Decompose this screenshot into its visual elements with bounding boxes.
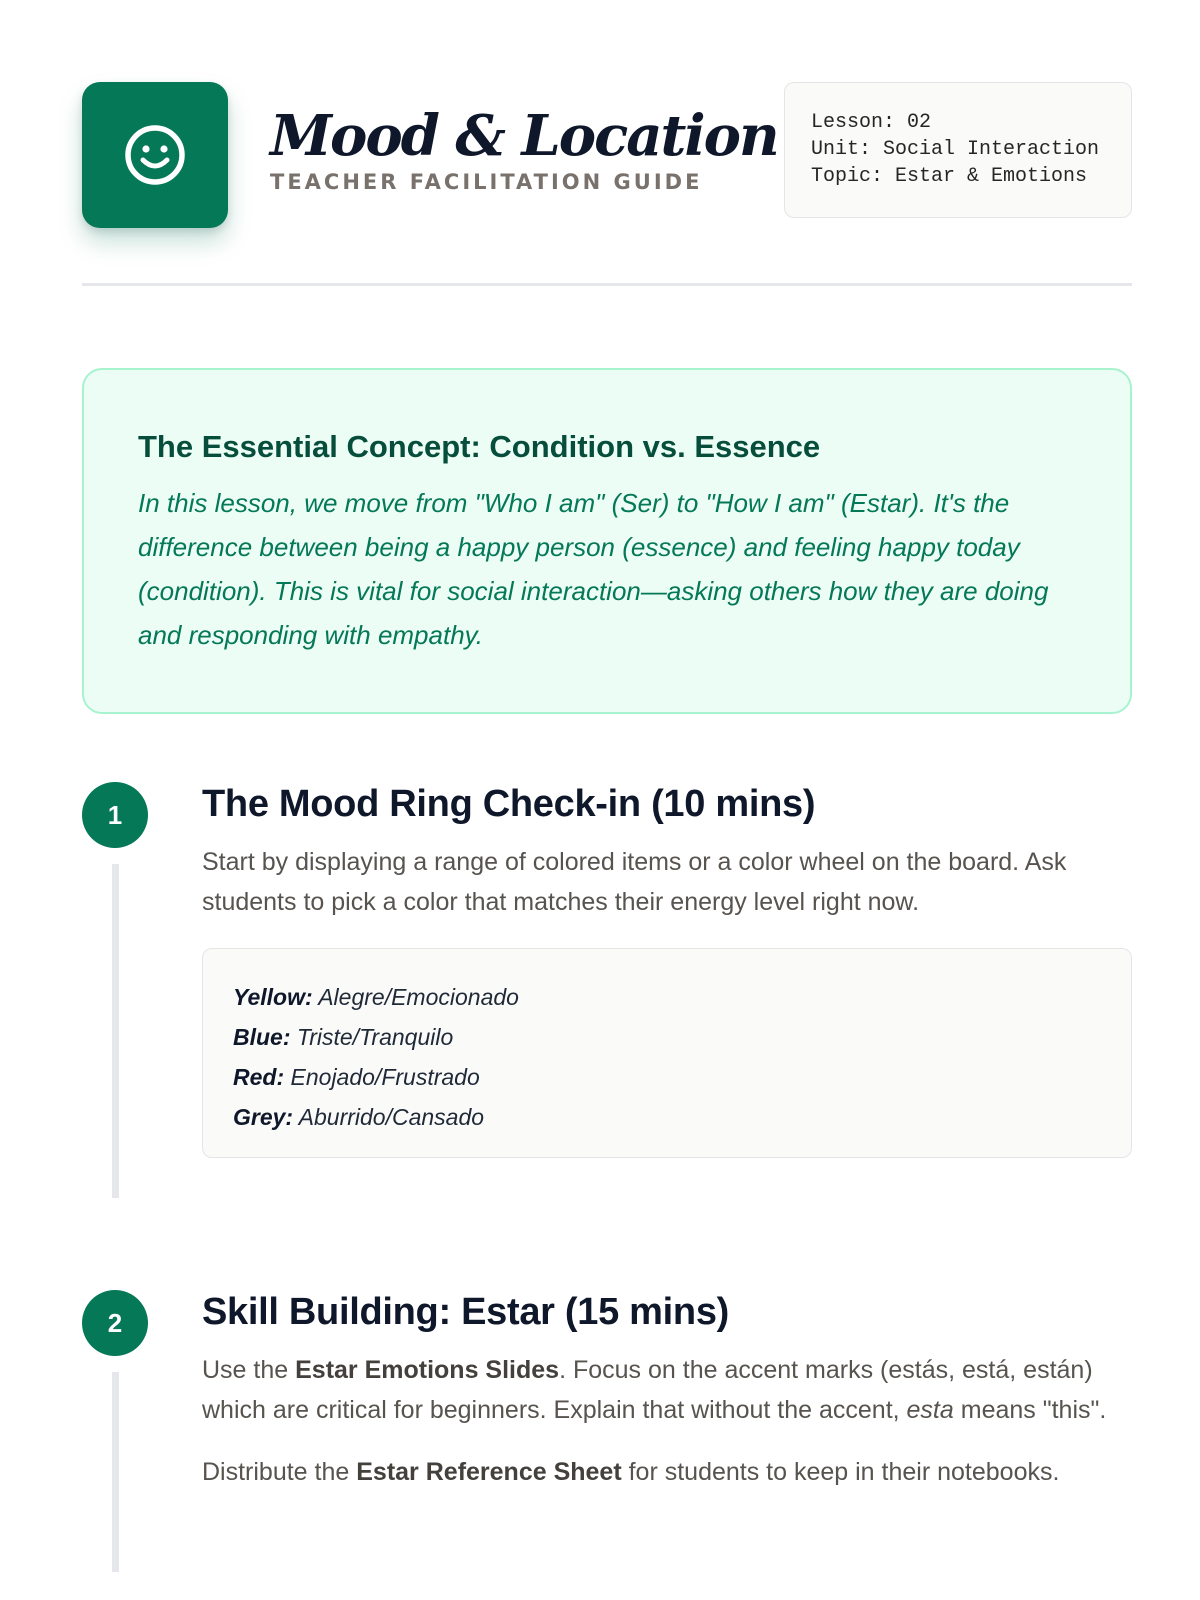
text-segment: Use the xyxy=(202,1355,296,1384)
lesson-logo xyxy=(82,82,228,228)
step-title: The Mood Ring Check-in (10 mins) xyxy=(202,783,816,825)
resource-name: Estar Reference Sheet xyxy=(356,1457,622,1486)
step-content xyxy=(202,1290,1132,1492)
list-item xyxy=(233,1057,1101,1097)
essential-concept-box xyxy=(82,368,1132,714)
smiley-face-icon xyxy=(122,122,188,188)
step-title: Skill Building: Estar (15 mins) xyxy=(202,1291,730,1333)
step-paragraph xyxy=(202,1350,1132,1430)
color-label: Blue: xyxy=(233,1023,291,1050)
list-item xyxy=(233,1017,1101,1057)
resource-name: Estar Emotions Slides xyxy=(295,1355,560,1384)
list-item xyxy=(233,977,1101,1017)
color-value: Aburrido/Cansado xyxy=(298,1103,485,1130)
concept-body: In this lesson, we move from "Who I am" (Ser) to "How I am" (Estar). It's the difference between being a happy person (essence) and feeling happy today (condition). This is vital for social interaction—asking others how they are doing and responding with empathy. xyxy=(138,488,1049,651)
page-title: Mood & Location xyxy=(270,103,778,169)
lesson-topic: Topic: Estar & Emotions xyxy=(811,165,1088,188)
text-segment: . Focus on the accent marks (estás, está, están) which are critical for beginners. Explain that without the accent, xyxy=(202,1355,1093,1424)
title-group xyxy=(270,103,790,194)
step-paragraph xyxy=(202,1452,1132,1492)
text-segment: for students to keep in their notebooks. xyxy=(621,1457,1060,1486)
step-number-badge: 1 xyxy=(82,782,148,848)
step-timeline-line xyxy=(112,1372,119,1572)
step-content xyxy=(202,782,1132,1158)
text-segment: means "this". xyxy=(953,1395,1107,1424)
page-subtitle: TEACHER FACILITATION GUIDE xyxy=(270,169,703,194)
color-value: Enojado/Frustrado xyxy=(290,1063,480,1090)
step-description: Start by displaying a range of colored items or a color wheel on the board. Ask students to pick a color that matches their energy level right now. xyxy=(202,847,1067,916)
color-label: Red: xyxy=(233,1063,285,1090)
lesson-unit: Unit: Social Interaction xyxy=(811,138,1100,161)
color-value: Alegre/Emocionado xyxy=(318,983,519,1010)
lesson-header xyxy=(82,82,1132,230)
step-number-badge: 2 xyxy=(82,1290,148,1356)
list-item xyxy=(233,1097,1101,1137)
color-value: Triste/Tranquilo xyxy=(296,1023,454,1050)
color-label: Yellow: xyxy=(233,983,313,1010)
color-label: Grey: xyxy=(233,1103,294,1130)
lesson-meta-card xyxy=(784,82,1132,218)
step-timeline-line xyxy=(112,864,119,1198)
concept-title: The Essential Concept: Condition vs. Essence xyxy=(138,429,821,464)
text-segment: Distribute the xyxy=(202,1457,357,1486)
header-divider xyxy=(82,283,1132,286)
lesson-number: Lesson: 02 xyxy=(811,111,932,134)
emphasized-word: esta xyxy=(906,1395,954,1424)
mood-color-list xyxy=(202,948,1132,1158)
